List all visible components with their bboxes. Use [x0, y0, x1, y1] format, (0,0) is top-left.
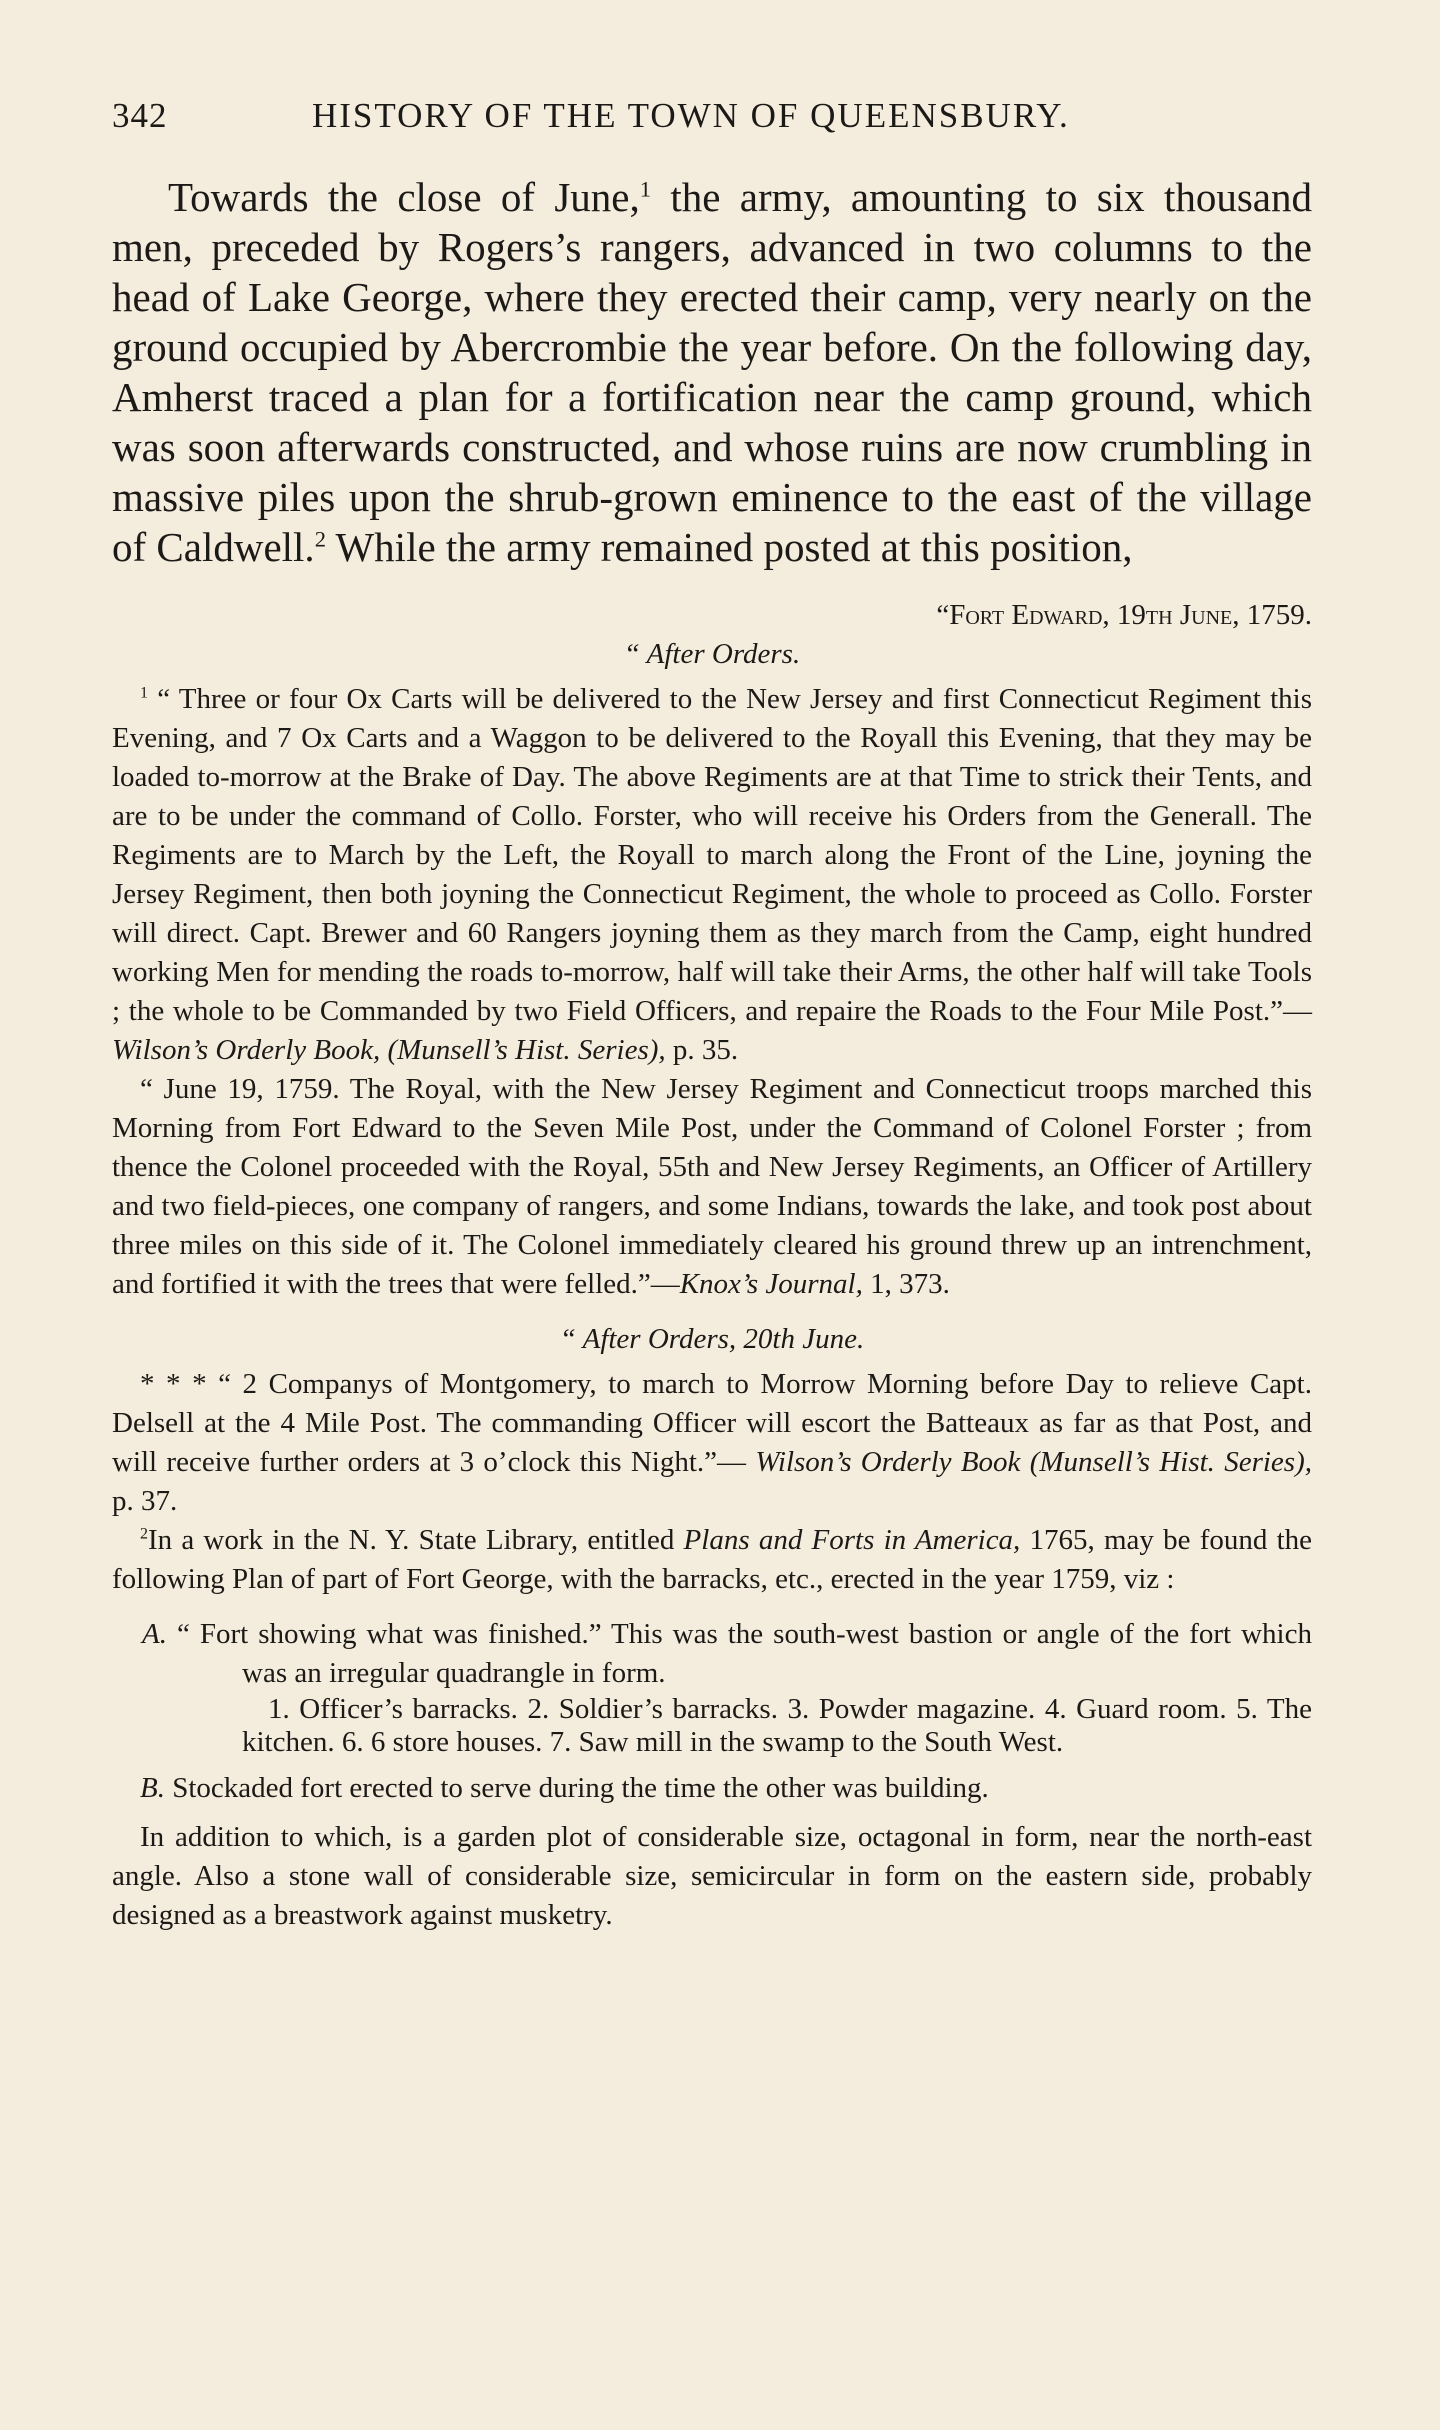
plan-key-b	[112, 1769, 1312, 1808]
footnotes	[112, 596, 1312, 1935]
footnote-2-text-a: In a work in the N. Y. State Library, entitled	[147, 1524, 684, 1556]
book-page	[112, 96, 1312, 1935]
footnote-1-mark: 1	[140, 684, 148, 702]
footnote-2-text-b: 1765, may be found the following Plan of part of Fort George, with the barracks, etc., erected in the year 1759, viz :	[112, 1524, 1312, 1595]
footnote-2	[112, 1521, 1312, 1599]
knox-journal-quote	[112, 1070, 1312, 1304]
running-head	[112, 96, 1312, 136]
knox-citation: Knox’s Journal,	[679, 1268, 863, 1300]
plan-key-b-label: B.	[140, 1772, 165, 1804]
footnote-2-work-title: Plans and Forts in America,	[683, 1524, 1021, 1556]
plan-key-a	[112, 1615, 1312, 1693]
companies-order-text: “ 2 Companys of Montgomery, to march to Morrow Morning before Day to relieve Capt. Delsell at the 4 Mile Post. The commanding Officer will escort the Batteaux as far as that Post, and will receive further orders at 3 o’clock this Night.”—	[112, 1368, 1312, 1478]
footnote-1	[112, 680, 1312, 1070]
companies-order-page: p. 37.	[112, 1485, 178, 1517]
footnote-dateline: “Fort Edward, 19th June, 1759.	[936, 599, 1312, 631]
running-title: HISTORY OF THE TOWN OF QUEENSBURY.	[312, 96, 1070, 135]
plan-key-a-text: “ Fort showing what was finished.” This was the south-west bastion or angle of the fort which was an irregular quadrangle in form.	[166, 1618, 1312, 1689]
after-orders-20th-heading: “ After Orders, 20th June.	[559, 1323, 865, 1355]
footnote-1-text: “ Three or four Ox Carts will be delivered to the New Jersey and first Connecticut Regiment this Evening, and 7 Ox Carts and a Waggon to be delivered to the Royall this Evening, that they may be loaded to-morrow at the Brake of Day. The above Regiments are at that Time to strick their Tents, and are to be under the command of Collo. Forster, who will receive his Orders from the Generall. The Regiments are to March by the Left, the Royall to march along the Front of the Line, joyning the Jersey Regiment, then both joyning the Connecticut Regiment, the whole to proceed as Collo. Forster will direct. Capt. Brewer and 60 Rangers joyning them as they march from the Camp, eight hundred working Men for mending the roads to-morrow, half will take their Arms, the other half will take Tools ; the whole to be Commanded by two Field Officers, and repaire the Roads to the Four Mile Post.”—	[112, 683, 1312, 1027]
main-text-part-2: the army, amounting to six thousand men, preceded by Rogers’s rangers, advanced in two columns to the head of Lake George, where they erected their camp, very nearly on the ground occupied by Abercrombie the year before. On the following day, Amherst traced a plan for a fortification near the camp ground, which was soon afterwards constructed, and whose ruins are now crumbling in massive piles upon the shrub-grown eminence to the east of the village of Caldwell.	[112, 174, 1312, 570]
companies-order	[112, 1365, 1312, 1521]
footnote-ref-1: 1	[639, 176, 652, 202]
main-text-part-3: While the army remained posted at this position,	[325, 524, 1133, 570]
plan-key-b-text: Stockaded fort erected to serve during the time the other was building.	[164, 1772, 989, 1804]
footnote-1-page: p. 35.	[665, 1034, 739, 1066]
footnote-2-mark: 2	[140, 1525, 148, 1543]
ellipsis-stars: * * *	[140, 1368, 207, 1400]
knox-page: 1, 373.	[862, 1268, 950, 1300]
companies-order-citation: Wilson’s Orderly Book (Munsell’s Hist. Series),	[755, 1446, 1312, 1478]
footnote-1-citation: Wilson’s Orderly Book, (Munsell’s Hist. Series),	[112, 1034, 666, 1066]
knox-quote-text: “ June 19, 1759. The Royal, with the New Jersey Regiment and Connecticut troops marched this Morning from Fort Edward to the Seven Mile Post, under the Command of Colonel Forster ; from thence the Colonel proceeded with the Royal, 55th and New Jersey Regiments, an Officer of Artillery and two field-pieces, one company of rangers, and some Indians, towards the lake, and took post about three miles on this side of it. The Colonel immediately cleared his ground threw up an intrenchment, and fortified it with the trees that were felled.”—	[112, 1073, 1312, 1300]
main-text-part-1: Towards the close of June,	[168, 174, 640, 220]
main-paragraph	[112, 172, 1312, 572]
footnote-ref-2: 2	[314, 526, 326, 552]
page-number: 342	[112, 96, 168, 135]
plan-key-a-list: 1. Officer’s barracks. 2. Soldier’s barracks. 3. Powder magazine. 4. Guard room. 5. The kitchen. 6. 6 store houses. 7. Saw mill in the swamp to the South West.	[242, 1693, 1312, 1758]
closing-paragraph: In addition to which, is a garden plot of considerable size, octagonal in form, near the north-east angle. Also a stone wall of considerable size, semicircular in form on the eastern side, probably designed as a breastwork against musketry.	[112, 1821, 1312, 1931]
after-orders-heading: “ After Orders.	[623, 638, 801, 670]
plan-key-a-label: A.	[142, 1618, 167, 1650]
